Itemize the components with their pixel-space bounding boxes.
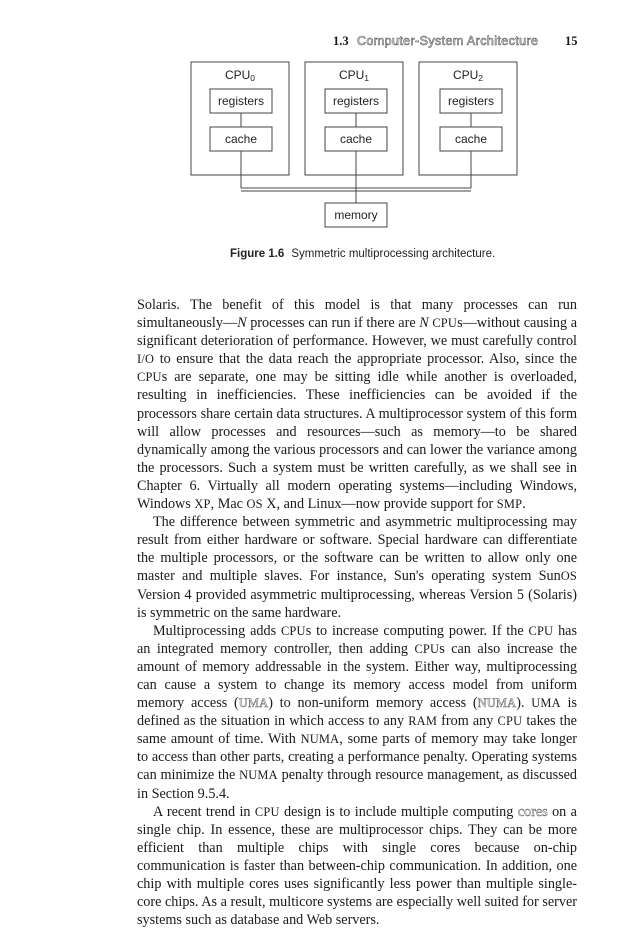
text-run: UMA xyxy=(531,696,561,711)
text-run: I/O xyxy=(137,352,155,367)
text-run: X, and Linux—now provide support for xyxy=(262,496,497,513)
text-run: s—without causing a significant deterioration of performance. However, we must carefully control xyxy=(137,315,578,350)
memory-label: memory xyxy=(334,208,378,222)
text-run: CPU xyxy=(497,714,523,729)
text-run: OS xyxy=(246,497,263,512)
text-run: NUMA xyxy=(239,768,278,783)
text-run: Multiprocessing adds xyxy=(153,622,281,639)
text-run: has an integrated memory controller, then adding xyxy=(137,622,578,657)
text-run: s are separate, one may be sitting idle while another is overloaded, resulting in inefficiencies. These inefficiencies can be avoided if the processors share certain data structures. A multiprocessor system of this form will allow processes and resources—such as memory—to be shared dynamically among the various processors and can lower the variance among the processors. Such a system must be written carefully, as we shall see in Chapter 6. Virtually all modern operating systems—including Windows, Windows xyxy=(137,369,577,513)
cache-label-1: cache xyxy=(339,132,373,146)
text-run: A recent trend in xyxy=(153,803,255,820)
text-run: UMA xyxy=(238,696,269,711)
header-section-number: 1.3 xyxy=(333,34,349,48)
text-run: CPU xyxy=(254,804,280,819)
text-run: CPU xyxy=(432,316,458,331)
registers-label-0: registers xyxy=(217,94,264,108)
cache-label-0: cache xyxy=(224,132,258,146)
text-run: Solaris. The benefit of this model is that many processes can run simultaneously— xyxy=(137,297,577,332)
cpu-label-2: $CPU_2$ xyxy=(452,68,484,83)
text-run: ). xyxy=(516,695,532,712)
paragraph xyxy=(137,296,577,513)
cache-label-2: cache xyxy=(454,132,488,146)
text-run: XP xyxy=(194,497,211,512)
text-run: CPU xyxy=(528,623,554,638)
smp-diagram xyxy=(0,0,638,240)
text-run: NUMA xyxy=(477,696,517,711)
text-run: penalty through resource management, as discussed in Section 9.5.4. xyxy=(137,767,577,802)
text-run: CPU xyxy=(280,623,306,638)
text-run: CPU xyxy=(414,641,440,656)
figure-smp-architecture xyxy=(0,0,638,290)
text-run: N xyxy=(237,315,247,332)
body-text xyxy=(137,296,577,929)
registers-label-1: registers xyxy=(332,94,379,108)
cpu-label-0: $CPU_0$ xyxy=(224,68,256,83)
text-run: to ensure that the data reach the appropriate processor. Also, since the xyxy=(154,351,577,368)
text-run: processes can run if there are xyxy=(246,315,420,332)
cpu-label-1: $CPU_1$ xyxy=(338,68,370,83)
text-run: s to increase computing power. If the xyxy=(305,622,529,639)
text-run: takes the same amount of time. With xyxy=(137,713,577,748)
text-run: OS xyxy=(560,569,577,584)
text-run: on a single chip. In essence, these are multiprocessor chips. They can be more efficient than multiple chips with single cores because on-chip communication is faster than between-chip communication. In addition, one chip with multiple cores uses significantly less power than multiple single-core chips. As a result, multicore systems are especially well suited for server systems such as database and Web servers. xyxy=(137,803,577,929)
text-run: cores xyxy=(517,803,548,820)
paragraph xyxy=(137,622,577,803)
text-run: is defined as the situation in which access to any xyxy=(137,695,577,730)
text-run: CPU xyxy=(137,370,162,385)
text-run: ) to non-uniform memory access ( xyxy=(268,695,478,712)
text-run: Version 4 provided asymmetric multiprocessing, whereas Version 5 (Solaris) is symmetric on the same hardware. xyxy=(137,586,577,621)
text-run: , Mac xyxy=(210,496,247,513)
text-run: RAM xyxy=(408,714,438,729)
paragraph xyxy=(137,513,577,622)
text-run: NUMA xyxy=(300,732,340,747)
text-run: , some parts of memory may take longer to access than other parts, creating a performance penalty. Operating systems can minimize the xyxy=(137,731,577,784)
text-run: SMP xyxy=(496,497,523,512)
text-run: . xyxy=(522,496,526,513)
text-run: from any xyxy=(437,713,498,730)
figure-caption xyxy=(230,248,495,260)
caption-number: Figure 1.6 xyxy=(230,248,285,260)
header-section-title: Computer-System Architecture xyxy=(357,34,539,48)
text-run: N xyxy=(419,315,429,332)
text-run: s can also increase the amount of memory addressable in the system. Either way, multiprocessing can cause a system to change its memory access model from uniform memory access ( xyxy=(137,640,577,712)
text-run: The difference between symmetric and asymmetric multiprocessing may result from either hardware or software. Special hardware can differentiate the multiple processors, or the software can be written to allow only one master and multiple slaves. For instance, Sun's operating system Sun xyxy=(137,514,577,585)
paragraph xyxy=(137,803,577,929)
header-page-number: 15 xyxy=(565,34,578,48)
registers-label-2: registers xyxy=(447,94,494,108)
text-run: design is to include multiple computing xyxy=(279,803,518,820)
caption-text: Symmetric multiprocessing architecture. xyxy=(291,248,496,260)
